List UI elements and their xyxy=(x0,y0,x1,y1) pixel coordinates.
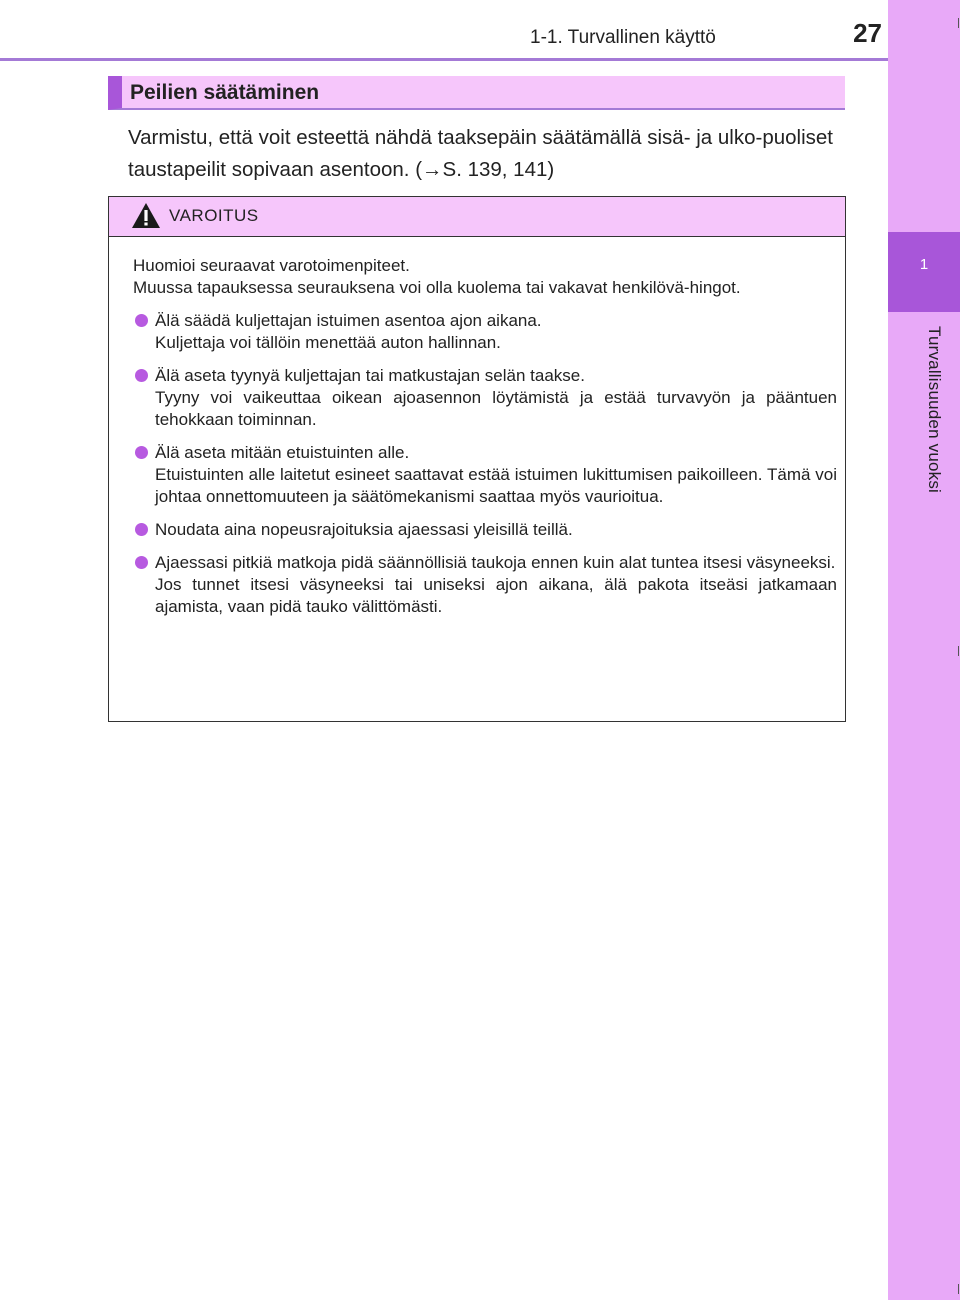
warning-intro-2: Muussa tapauksessa seurauksena voi olla kuolema tai vakavat henkilövä-hingot. xyxy=(133,278,741,297)
warning-box xyxy=(108,196,846,722)
chapter-title: 1-1. Turvallinen käyttö xyxy=(530,27,716,48)
section-title: Peilien säätäminen xyxy=(130,81,320,104)
bullet-dot-icon xyxy=(135,556,148,569)
crop-mark xyxy=(958,1284,959,1294)
bullet-line: Älä säädä kuljettajan istuimen asentoa ajon aikana. xyxy=(155,311,542,330)
bullet-dot-icon xyxy=(135,369,148,382)
crop-mark xyxy=(958,646,959,656)
bullet-dot-icon xyxy=(135,314,148,327)
bullet-line: Kuljettaja voi tällöin menettää auton hallinnan. xyxy=(155,333,501,352)
bullet-line: Etuistuinten alle laitetut esineet saattavat estää istuimen lukittumisen paikoilleen. Tämä voi johtaa onnettomuuteen ja säätömekanismi saattaa myös vaurioitua. xyxy=(155,465,837,506)
warning-title: VAROITUS xyxy=(169,206,259,225)
warning-bullet xyxy=(133,310,837,354)
warning-bullet xyxy=(133,519,837,541)
section-intro: Varmistu, että voit esteettä nähdä taaksepäin säätämällä sisä- ja ulko-puoliset taustapeilit sopivaan asentoon. (→S. 139, 141) xyxy=(128,126,833,181)
section-heading xyxy=(108,76,845,110)
warning-intro-1: Huomioi seuraavat varotoimenpiteet. xyxy=(133,256,410,275)
warning-bullet xyxy=(133,365,837,431)
chapter-number: 1 xyxy=(919,256,929,273)
page-number: 27 xyxy=(853,18,882,48)
crop-mark xyxy=(958,18,959,28)
chapter-side-tab xyxy=(888,0,960,1300)
warning-bullet xyxy=(133,552,837,618)
bullet-line: Jos tunnet itsesi väsyneeksi tai uniseksi ajon aikana, älä pakota itseäsi jatkamaan ajamista, vaan pidä tauko välittömästi. xyxy=(155,575,837,616)
header-divider xyxy=(0,58,888,61)
bullet-dot-icon xyxy=(135,446,148,459)
warning-triangle-icon xyxy=(131,202,161,229)
bullet-dot-icon xyxy=(135,523,148,536)
bullet-line: Älä aseta tyynyä kuljettajan tai matkustajan selän taakse. xyxy=(155,366,585,385)
chapter-side-label: Turvallisuuden vuoksi xyxy=(925,326,944,494)
warning-header xyxy=(109,197,845,237)
bullet-line: Älä aseta mitään etuistuinten alle. xyxy=(155,443,410,462)
bullet-line: Noudata aina nopeusrajoituksia ajaessasi yleisillä teillä. xyxy=(155,520,573,539)
warning-bullet xyxy=(133,442,837,508)
warning-body xyxy=(133,255,837,618)
bullet-line: Tyyny voi vaikeuttaa oikean ajoasennon löytämistä ja estää turvavyön ja pääntuen tehokkaan toiminnan. xyxy=(155,388,837,429)
bullet-line: Ajaessasi pitkiä matkoja pidä säännöllisiä taukoja ennen kuin alat tuntea itsesi väsyneeksi. xyxy=(155,553,836,572)
